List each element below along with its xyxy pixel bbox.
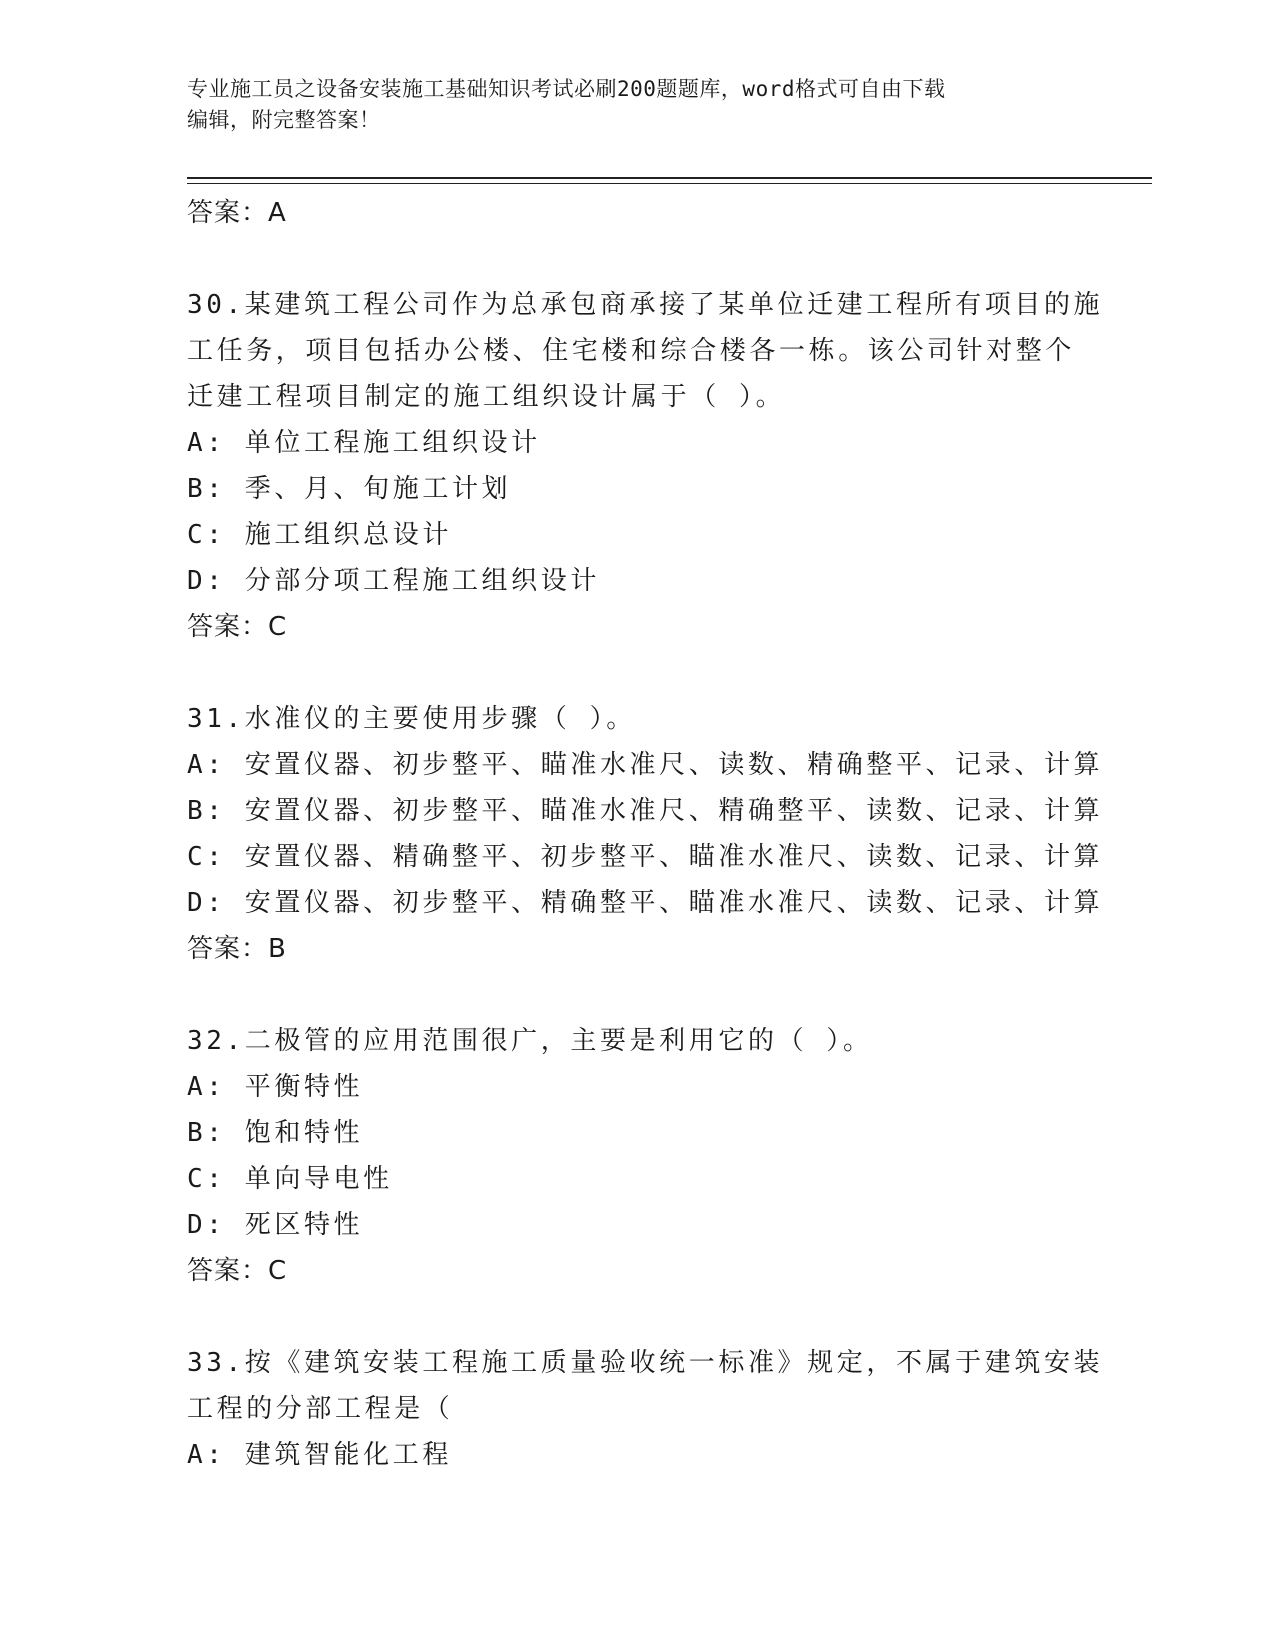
- answer-line: 答案：A: [187, 198, 287, 228]
- option-b: B: 饱和特性: [187, 1118, 364, 1148]
- question-text: 31.水准仪的主要使用步骤（ ）。: [187, 704, 636, 734]
- option-b: B: 季、月、旬施工计划: [187, 474, 512, 504]
- question-text: 迁建工程项目制定的施工组织设计属于（ ）。: [187, 382, 786, 412]
- spacer: [187, 650, 1087, 696]
- spacer: [187, 236, 1087, 282]
- option-d: D: 安置仪器、初步整平、精确整平、瞄准水准尺、读数、记录、计算: [187, 888, 1104, 918]
- option-d: D: 死区特性: [187, 1210, 364, 1240]
- option-a: A: 建筑智能化工程: [187, 1440, 452, 1470]
- question-text: 30.某建筑工程公司作为总承包商承接了某单位迁建工程所有项目的施: [187, 290, 1104, 320]
- option-a: A: 平衡特性: [187, 1072, 364, 1102]
- option-a: A: 单位工程施工组织设计: [187, 428, 541, 458]
- question-31: [187, 696, 1104, 972]
- answer-line: 答案：B: [187, 934, 287, 964]
- spacer: [187, 1294, 1087, 1340]
- option-c: C: 安置仪器、精确整平、初步整平、瞄准水准尺、读数、记录、计算: [187, 842, 1104, 872]
- question-list: [187, 190, 1104, 1478]
- page-header: [187, 74, 1067, 136]
- header-line-1: 专业施工员之设备安装施工基础知识考试必刷200题题库，word格式可自由下载: [187, 77, 946, 101]
- option-d: D: 分部分项工程施工组织设计: [187, 566, 600, 596]
- option-b: B: 安置仪器、初步整平、瞄准水准尺、精确整平、读数、记录、计算: [187, 796, 1104, 826]
- answer-line: 答案：C: [187, 612, 288, 642]
- question-text: 工任务，项目包括办公楼、住宅楼和综合楼各一栋。该公司针对整个: [187, 336, 1076, 366]
- option-c: C: 施工组织总设计: [187, 520, 452, 550]
- question-30: [187, 282, 1104, 650]
- option-a: A: 安置仪器、初步整平、瞄准水准尺、读数、精确整平、记录、计算: [187, 750, 1104, 780]
- question-32: [187, 1018, 1087, 1294]
- header-divider: [187, 177, 1152, 184]
- spacer: [187, 972, 1087, 1018]
- option-c: C: 单向导电性: [187, 1164, 393, 1194]
- header-line-2: 编辑，附完整答案！: [187, 108, 381, 132]
- question-text: 32.二极管的应用范围很广，主要是利用它的（ ）。: [187, 1026, 873, 1056]
- question-text: 工程的分部工程是（: [187, 1394, 454, 1424]
- question-33: [187, 1340, 1104, 1478]
- question-text: 33.按《建筑安装工程施工质量验收统一标准》规定，不属于建筑安装: [187, 1348, 1104, 1378]
- answer-line: 答案：C: [187, 1256, 288, 1286]
